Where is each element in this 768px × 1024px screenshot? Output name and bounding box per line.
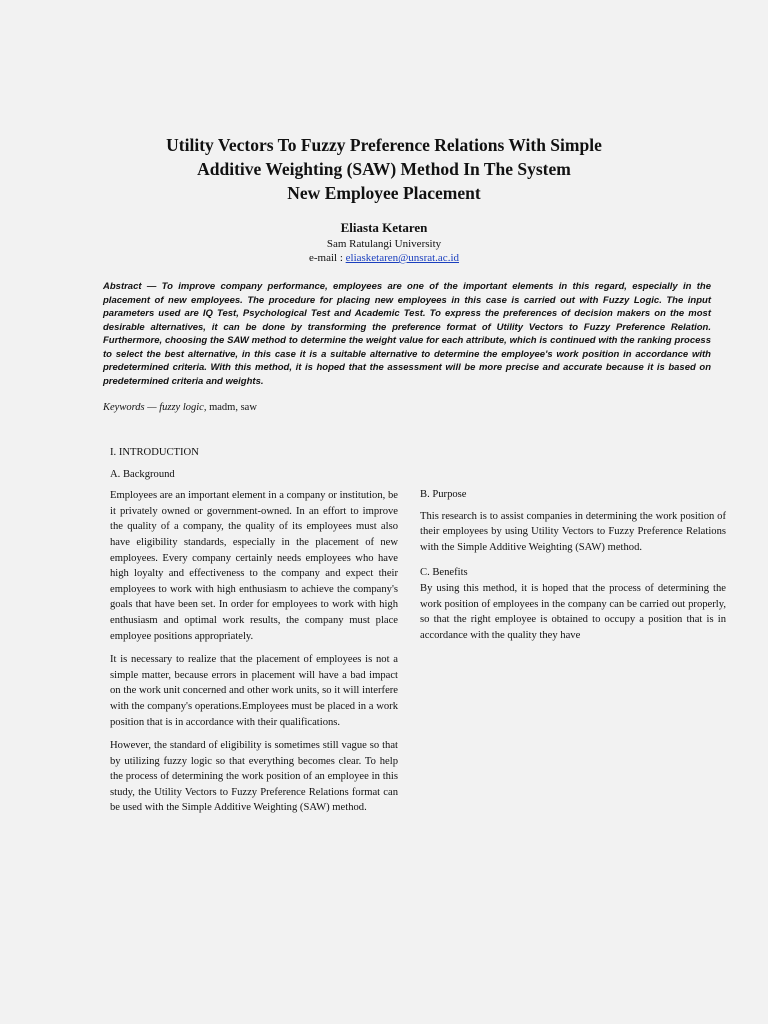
subsection-heading-benefits: C. Benefits [420,567,468,579]
background-paragraph-3: However, the standard of eligibility is sometimes still vague so that by utilizing fuzzy logic so that everything becomes clear. To help the process of determining the work position of an employee in this study, the Utility Vectors to Fuzzy Preference Relations format can be used with the Simple Additive Weighting (SAW) method. [110,740,398,814]
keywords-list: madm, saw [206,402,257,413]
paper-title [60,133,708,205]
abstract: Abstract — To improve company performance, employees are one of the important elements in this regard, especially in the placement of new employees. The procedure for placing new employees in this case is carried out with Fuzzy Logic. The input parameters used are IQ Test, Psychological Test and Academic Test. To express the preferences of decision makers on the most desirable alternatives, it can be done by transforming the preference format of Utility Vectors to Fuzzy Preference Relation. Furthermore, choosing the SAW method to determine the weight value for each attribute, which is continued with the ranking process to select the best alternative, in this case it is a suitable alternative to determine the employee's work position in accordance with predetermined criteria. With this method, it is hoped that the assessment will be more precise and accurate because it is based on predetermined criteria and weights. [103,281,711,387]
left-column [110,445,398,824]
keywords-label: Keywords — fuzzy logic, [103,402,207,413]
title-line-1: Utility Vectors To Fuzzy Preference Relations With Simple [166,135,602,155]
subsection-heading-background: A. Background [110,468,175,480]
background-paragraph-1: Employees are an important element in a company or institution, be it privately owned or government-owned. In an effort to improve the quality of a company, the quality of its employees must also have eligibility standards, especially in the placement of new employees. Every company certainly needs employees who have high loyalty and effectiveness to the company and expect their employees to work with high enthusiasm to achieve the company's goals that have been set. In order for employees to work with high enthusiasm and optimal work results, the company must place employee positions appropriately. [110,490,398,642]
section-heading-introduction: I. INTRODUCTION [110,447,199,458]
title-line-2: Additive Weighting (SAW) Method In The System [197,159,571,179]
email-label: e-mail : [308,252,346,264]
right-column [420,487,726,651]
purpose-paragraph: This research is to assist companies in determining the work position of their employees by using Utility Vectors to Fuzzy Preference Relations with the Simple Additive Weighting (SAW) method. [420,510,726,553]
author-affiliation: Sam Ratulangi University [326,238,442,250]
author-name: Eliasta Ketaren [340,220,428,235]
email-link[interactable]: eliasketaren@unsrat.ac.id [345,252,459,264]
author-block [0,219,768,265]
background-paragraph-2: It is necessary to realize that the placement of employees is not a simple matter, because errors in placement will have a bad impact on the work unit concerned and other work units, so it will interfere with the company's operations.Employees must be placed in a work position that is in accordance with their qualifications. [110,654,398,728]
keywords [103,401,663,415]
subsection-heading-purpose: B. Purpose [420,489,467,500]
title-line-3: New Employee Placement [287,183,481,203]
benefits-paragraph: By using this method, it is hoped that the process of determining the work position of employees in the company can be carried out properly, so that the right employee is obtained to occupy a position that is in accordance with the quality they have [420,582,726,641]
author-email-line [0,251,768,265]
